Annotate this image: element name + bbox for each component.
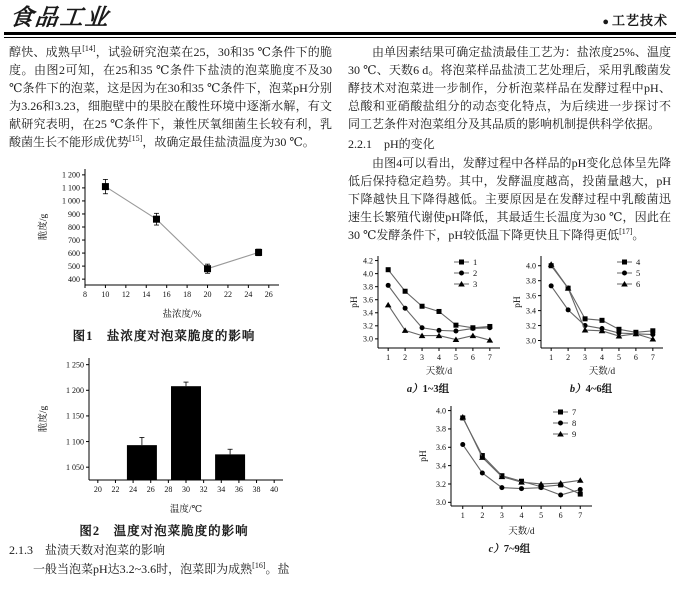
svg-text:22: 22 <box>223 290 232 299</box>
fig1-line-chart <box>37 159 291 319</box>
svg-text:600: 600 <box>68 248 80 258</box>
bullet-icon: ● <box>602 16 610 28</box>
page-header <box>0 0 680 30</box>
svg-text:1: 1 <box>473 257 478 267</box>
svg-text:5: 5 <box>453 353 458 362</box>
svg-text:5: 5 <box>616 353 621 362</box>
svg-text:3.8: 3.8 <box>526 276 536 286</box>
svg-text:6: 6 <box>633 353 638 362</box>
svg-text:38: 38 <box>252 485 261 494</box>
journal-logo: 食品工业 <box>8 5 112 30</box>
paragraph-ph: 由图4可以看出，发酵过程中各样品的pH变化总体呈先降低后保持稳定趋势。其中，发酵温度越高，投菌量越大，pH下降越快且下降得越低。主要原因是在发酵过程中乳酸菌迅速生长繁殖代谢使pH降低，其最适生长温度为30 ℃，因此在30 ℃发酵条件下，pH较低温下降更快且下降得更低[17]。 <box>348 156 671 242</box>
svg-text:18: 18 <box>183 290 192 299</box>
svg-text:3.4: 3.4 <box>526 306 536 316</box>
heading-2-1-3: 2.1.3 盐渍天数对泡菜的影响 <box>9 543 166 557</box>
paragraph-days: 一般当泡菜pH达3.2~3.6时，泡菜即为成熟[16]。盐 <box>33 561 290 576</box>
right-column <box>348 43 671 578</box>
svg-text:3.2: 3.2 <box>526 321 536 331</box>
figure-1 <box>37 159 291 344</box>
fig4c-caption: c）7~9组 <box>488 544 531 555</box>
svg-text:2: 2 <box>403 353 408 362</box>
fig2-bar-chart <box>37 350 291 514</box>
svg-text:8: 8 <box>83 290 87 299</box>
svg-text:2: 2 <box>480 511 485 520</box>
paragraph-process: 由单因素结果可确定盐渍最佳工艺为：盐浓度25%、温度30 ℃、天数6 d。将泡菜样品盐渍工艺处理后，采用乳酸菌发酵技术对泡菜进一步制作，分析泡菜样品在发酵过程中pH、总酸和亚硝酸盐组分的动态变化特点，为后续进一步探讨不同工艺条件对泡菜组分及其品质的影响机制提供科学依据。 <box>348 45 671 131</box>
svg-text:6: 6 <box>470 353 475 362</box>
fig4a-line-chart <box>348 248 508 376</box>
svg-text:天数/d: 天数/d <box>508 527 535 536</box>
svg-text:3.0: 3.0 <box>363 334 373 344</box>
figure-2 <box>37 350 291 539</box>
svg-text:12: 12 <box>121 290 130 299</box>
svg-text:3.2: 3.2 <box>363 321 373 331</box>
svg-text:3.8: 3.8 <box>436 424 446 434</box>
svg-text:7: 7 <box>572 407 577 417</box>
figure-4c <box>417 398 602 556</box>
fig4c-line-chart <box>417 398 602 536</box>
svg-text:1 050: 1 050 <box>66 462 84 472</box>
svg-text:3.6: 3.6 <box>436 443 446 453</box>
fig2-caption: 图2 温度对泡菜脆度的影响 <box>79 524 249 538</box>
fig4b-caption: b）4~6组 <box>569 384 613 395</box>
svg-text:9: 9 <box>572 429 577 439</box>
figure-4b <box>511 248 671 396</box>
svg-text:500: 500 <box>68 261 80 271</box>
svg-text:pH: pH <box>350 296 360 308</box>
svg-text:16: 16 <box>162 290 171 299</box>
svg-text:3.6: 3.6 <box>363 295 373 305</box>
fig4-ab-row <box>348 248 671 396</box>
svg-text:3.4: 3.4 <box>363 308 373 318</box>
svg-text:4.0: 4.0 <box>363 269 373 279</box>
svg-text:24: 24 <box>129 485 138 494</box>
svg-text:3: 3 <box>499 511 504 520</box>
svg-text:4.0: 4.0 <box>526 261 536 271</box>
svg-text:3.4: 3.4 <box>436 461 446 471</box>
svg-text:5: 5 <box>636 268 641 278</box>
svg-text:1 100: 1 100 <box>66 437 84 447</box>
svg-text:1: 1 <box>549 353 554 362</box>
svg-text:4.0: 4.0 <box>436 406 446 416</box>
svg-text:1 100: 1 100 <box>62 183 80 193</box>
svg-text:32: 32 <box>199 485 208 494</box>
svg-text:4: 4 <box>600 353 604 362</box>
svg-text:8: 8 <box>572 418 577 428</box>
svg-text:1 200: 1 200 <box>62 170 80 180</box>
svg-text:1: 1 <box>460 511 465 520</box>
paragraph-crispness: 醇快、成熟早[14]，试验研究泡菜在25，30和35 ℃条件下的脆度。由图2可知，在25和35 ℃条件下盐渍的泡菜脆度不及30 ℃条件下的泡菜，这是因为在30和35 ℃条件下，泡菜pH分别为3.26和3.23，细胞壁中的果胶在酸性环境中逐渐水解，有文献研究表明，在25 ℃条件下，兼性厌氧细菌生长较有利，乳酸菌生长不能形成优势[15]，故确定最佳盐渍温度为30 ℃。 <box>9 44 332 149</box>
svg-text:3.8: 3.8 <box>363 282 373 292</box>
svg-text:4: 4 <box>437 353 441 362</box>
svg-text:800: 800 <box>68 222 80 232</box>
svg-text:1 000: 1 000 <box>62 196 80 206</box>
svg-text:天数/d: 天数/d <box>588 367 616 376</box>
svg-text:2: 2 <box>473 268 478 278</box>
svg-text:26: 26 <box>146 485 155 494</box>
svg-text:3: 3 <box>583 353 588 362</box>
svg-text:4: 4 <box>519 511 524 520</box>
svg-text:900: 900 <box>68 209 80 219</box>
svg-text:7: 7 <box>650 353 655 362</box>
svg-text:20: 20 <box>93 485 102 494</box>
heading-2-2-1: 2.2.1 pH的变化 <box>348 137 435 151</box>
svg-text:14: 14 <box>142 290 151 299</box>
svg-text:2: 2 <box>566 353 571 362</box>
svg-text:700: 700 <box>68 235 80 245</box>
svg-text:26: 26 <box>264 290 273 299</box>
fig4b-line-chart <box>511 248 671 376</box>
svg-text:3.6: 3.6 <box>526 291 536 301</box>
fig4a-caption: a）1~3组 <box>406 384 450 395</box>
svg-text:3.2: 3.2 <box>436 479 446 489</box>
svg-text:脆度/g: 脆度/g <box>39 213 49 241</box>
svg-text:1 150: 1 150 <box>66 411 84 421</box>
svg-text:20: 20 <box>203 290 212 299</box>
svg-text:24: 24 <box>244 290 253 299</box>
svg-text:盐浓度/%: 盐浓度/% <box>162 310 202 319</box>
svg-text:4: 4 <box>636 257 641 267</box>
svg-text:30: 30 <box>182 485 190 494</box>
section-tag <box>602 10 668 29</box>
svg-text:6: 6 <box>558 511 563 520</box>
svg-text:7: 7 <box>578 511 583 520</box>
two-column-layout <box>0 38 680 578</box>
svg-text:22: 22 <box>111 485 120 494</box>
svg-text:7: 7 <box>487 353 492 362</box>
svg-text:1 250: 1 250 <box>66 360 84 370</box>
svg-text:28: 28 <box>164 485 173 494</box>
svg-text:天数/d: 天数/d <box>425 367 453 376</box>
svg-text:5: 5 <box>539 511 544 520</box>
svg-text:3: 3 <box>420 353 425 362</box>
svg-text:36: 36 <box>234 485 243 494</box>
svg-text:34: 34 <box>217 485 226 494</box>
svg-text:1 200: 1 200 <box>66 386 84 396</box>
svg-text:4.2: 4.2 <box>363 256 373 266</box>
svg-text:pH: pH <box>513 296 523 308</box>
section-tag-label: 工艺技术 <box>611 13 668 28</box>
svg-text:温度/℃: 温度/℃ <box>169 505 203 514</box>
left-column <box>9 43 332 578</box>
svg-text:3: 3 <box>473 279 478 289</box>
svg-text:10: 10 <box>101 290 110 299</box>
svg-text:3.0: 3.0 <box>436 498 446 508</box>
figure-4a <box>348 248 508 396</box>
svg-text:6: 6 <box>636 279 641 289</box>
svg-text:400: 400 <box>68 274 80 284</box>
fig1-caption: 图1 盐浓度对泡菜脆度的影响 <box>72 329 256 343</box>
svg-text:脆度/g: 脆度/g <box>39 405 49 433</box>
svg-text:1: 1 <box>386 353 391 362</box>
svg-text:pH: pH <box>419 450 429 462</box>
svg-text:3.0: 3.0 <box>526 336 536 346</box>
svg-text:40: 40 <box>270 485 279 494</box>
